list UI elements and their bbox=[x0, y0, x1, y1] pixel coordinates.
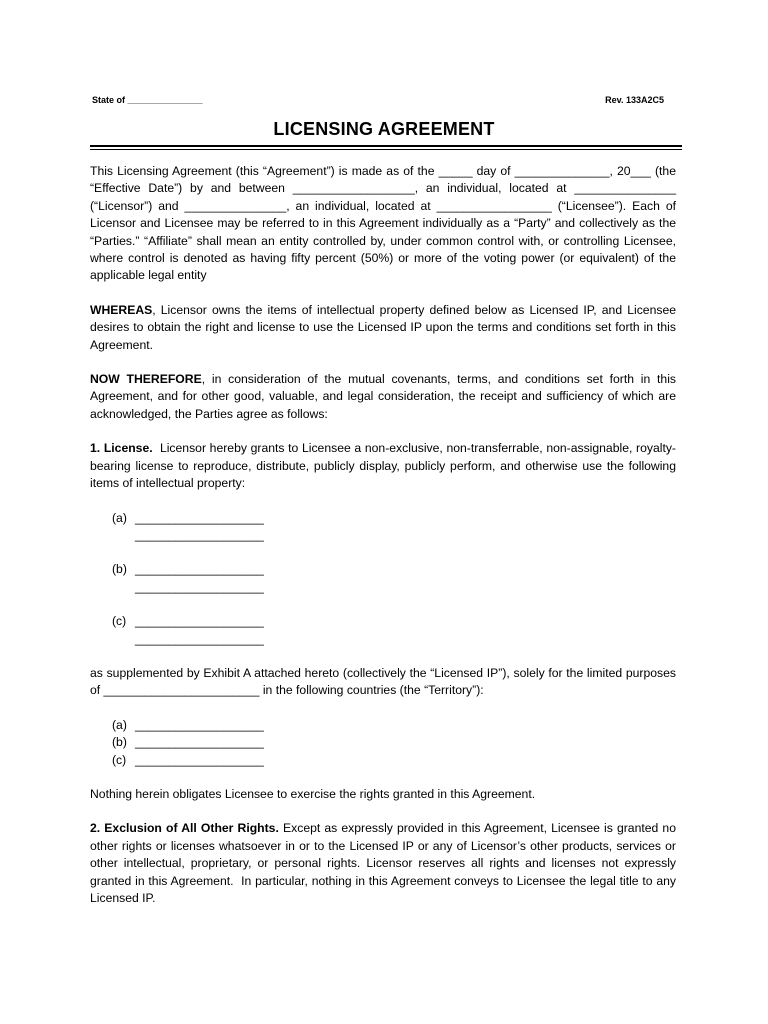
section-1-heading: 1. License. bbox=[90, 441, 153, 456]
section-2-text: Except as expressly provided in this Agreement, Licensee is granted no other rights or licenses whatsoever in or to the Licensed IP or any of Licensor’s other products, services or other intellectual, proprietary, or personal rights. Licensor reserves all rights and licenses not expressly granted in this Agreement. In particular, nothing in this Agreement conveys to Licensee the legal title to any Licensed IP. bbox=[90, 821, 680, 905]
whereas-paragraph bbox=[90, 302, 676, 354]
item-label: (a) bbox=[112, 510, 127, 525]
item-blank: ___________________ bbox=[135, 562, 264, 577]
document-title: LICENSING AGREEMENT bbox=[273, 119, 495, 139]
territory-list bbox=[112, 717, 676, 769]
item-blank: ___________________ bbox=[135, 717, 264, 732]
item-blank-cont: ___________________ bbox=[135, 579, 264, 594]
document-body bbox=[90, 163, 680, 907]
whereas-lead: WHEREAS bbox=[90, 302, 153, 317]
now-therefore-text: , in consideration of the mutual covenants, terms, and conditions set forth in this Agreement, and for other good, valuable, and legal consideration, the receipt and sufficiency of which are acknowledged, the Parties agree as follows: bbox=[90, 372, 676, 421]
whereas-text: , Licensor owns the items of intellectual property defined below as Licensed IP, and Licensee desires to obtain the right and license to use the Licensed IP upon the terms and conditions set forth in this Agreement. bbox=[90, 302, 676, 352]
item-blank-cont: ___________________ bbox=[135, 527, 264, 542]
section-1-paragraph bbox=[90, 440, 680, 492]
revision-code: Rev. 133A2C5 bbox=[605, 95, 664, 105]
now-therefore-paragraph bbox=[90, 371, 676, 423]
item-blank: ___________________ bbox=[135, 614, 264, 629]
list-item bbox=[112, 510, 676, 527]
supplement-paragraph: as supplemented by Exhibit A attached hereto (collectively the “Licensed IP”), solely for the limited purposes of _______________________ in the following countries (the “Territory”): bbox=[90, 665, 676, 698]
title-rule-thick bbox=[90, 145, 682, 147]
item-blank: ___________________ bbox=[135, 752, 264, 767]
title-rule-thin bbox=[90, 149, 682, 150]
ip-items-list bbox=[112, 510, 676, 648]
item-blank: ___________________ bbox=[135, 735, 264, 750]
state-line: State of _______________ bbox=[92, 95, 203, 105]
section-1-text: Licensor hereby grants to Licensee a non-exclusive, non-transferrable, non-assignable, royalty-bearing license to reproduce, distribute, publicly display, publicly perform, and otherwise use the following items of intellectual property: bbox=[90, 441, 680, 491]
list-item bbox=[112, 613, 676, 630]
list-item bbox=[112, 717, 676, 734]
section-2-paragraph bbox=[90, 820, 680, 907]
item-blank-cont: ___________________ bbox=[135, 631, 264, 646]
item-label: (b) bbox=[112, 735, 127, 750]
intro-paragraph: This Licensing Agreement (this “Agreement”) is made as of the _____ day of ______________, 20___ (the “Effective Date”) by and between __________________, an individual, located at _______________ (“Licensor”) and _______________, an individual, located at _________________ (“Licensee”). Each of Licensor and Licensee may be referred to in this Agreement individually as a “Party” and collectively as the “Parties.” “Affiliate” shall mean an entity controlled by, under common control with, or controlling Licensee, where control is denoted as having fifty percent (50%) or more of the voting power (or equivalent) of the applicable legal entity bbox=[90, 164, 676, 283]
item-label: (b) bbox=[112, 562, 127, 577]
list-item bbox=[112, 734, 676, 751]
now-therefore-lead: NOW THEREFORE bbox=[90, 372, 202, 387]
item-label: (c) bbox=[112, 614, 127, 629]
item-label: (c) bbox=[112, 752, 127, 767]
item-blank: ___________________ bbox=[135, 510, 264, 525]
list-item bbox=[112, 561, 676, 578]
list-item bbox=[112, 752, 676, 769]
section-2-heading: 2. Exclusion of All Other Rights. bbox=[90, 821, 279, 836]
item-label: (a) bbox=[112, 717, 127, 732]
nothing-paragraph: Nothing herein obligates Licensee to exercise the rights granted in this Agreement. bbox=[90, 786, 536, 801]
